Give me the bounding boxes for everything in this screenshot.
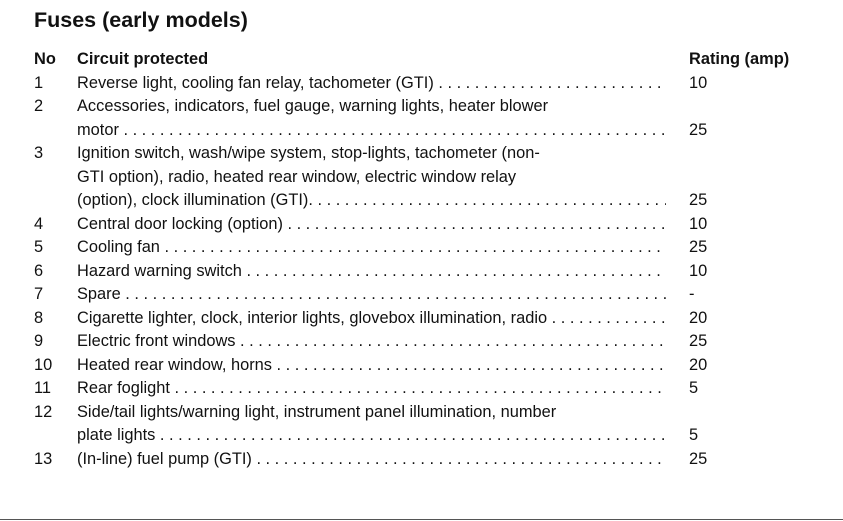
table-row [34, 72, 824, 96]
circuit-line: GTI option), radio, heated rear window, electric window relay [77, 167, 517, 186]
circuit-line: Electric front windows . . . [77, 330, 666, 354]
page-title: Fuses (early models) [34, 8, 248, 32]
table-row [34, 354, 824, 378]
fuse-number: 10 [34, 355, 53, 374]
circuit-line: Reverse light, cooling fan relay, tachometer (GTI) . . . [77, 72, 666, 96]
circuit-description [77, 330, 666, 354]
table-row [34, 142, 824, 213]
table-row [34, 283, 824, 307]
table-header-row [34, 48, 824, 72]
circuit-line: Side/tail lights/warning light, instrument panel illumination, number [77, 402, 557, 421]
header-no: No [34, 50, 56, 68]
header-circuit: Circuit protected [77, 50, 209, 68]
fuse-number: 5 [34, 238, 44, 256]
table-row [34, 448, 824, 472]
table-row [34, 377, 824, 401]
fuse-number: 3 [34, 144, 44, 162]
table-row [34, 236, 824, 260]
fuse-number: 12 [34, 402, 53, 421]
fuse-rating: 10 [689, 214, 708, 233]
table-row [34, 260, 824, 284]
circuit-line: Cigarette lighter, clock, interior lights, glovebox illumination, radio . . . [77, 307, 666, 331]
fuse-rating: 5 [689, 426, 699, 444]
fuse-number: 1 [34, 73, 44, 92]
fuse-number: 9 [34, 332, 44, 350]
fuse-rating: 25 [689, 449, 708, 468]
circuit-line: plate lights . . . [77, 424, 666, 448]
circuit-description [77, 213, 666, 237]
circuit-description [77, 142, 666, 213]
fuse-number: 8 [34, 308, 44, 327]
fuse-number: 13 [34, 449, 53, 468]
table-row [34, 213, 824, 237]
circuit-line: Central door locking (option) . . . [77, 213, 666, 237]
table-row [34, 401, 824, 448]
header-rating: Rating (amp) [689, 50, 790, 68]
circuit-description [77, 401, 666, 448]
circuit-line: (option), clock illumination (GTI). . . . [77, 189, 666, 213]
table-row [34, 330, 824, 354]
fuse-rating: 10 [689, 73, 708, 92]
fuse-number: 4 [34, 214, 44, 233]
bottom-rule [0, 519, 843, 520]
circuit-line: Heated rear window, horns . . . [77, 354, 666, 378]
circuit-description [77, 448, 666, 472]
circuit-description [77, 377, 666, 401]
circuit-line: Accessories, indicators, fuel gauge, warning lights, heater blower [77, 97, 549, 115]
table-row [34, 307, 824, 331]
circuit-description [77, 260, 666, 284]
fuse-rating: 20 [689, 355, 708, 374]
fuse-number: 6 [34, 261, 44, 280]
circuit-description [77, 307, 666, 331]
fuse-rating: 5 [689, 379, 699, 397]
circuit-description [77, 236, 666, 260]
circuit-line: Cooling fan . . . [77, 236, 666, 260]
fuse-number: 7 [34, 285, 44, 303]
circuit-description [77, 283, 666, 307]
fuse-rating: 25 [689, 332, 708, 350]
circuit-line: (In-line) fuel pump (GTI) . . . [77, 448, 666, 472]
circuit-line: motor . . . [77, 119, 666, 143]
fuse-number: 11 [34, 379, 52, 397]
circuit-description [77, 354, 666, 378]
fuse-rating: - [689, 285, 695, 303]
fuse-rating: 25 [689, 120, 708, 139]
fuse-rating: 25 [689, 191, 708, 209]
fuse-rows [34, 72, 824, 472]
circuit-description [77, 95, 666, 142]
fuse-rating: 20 [689, 308, 708, 327]
circuit-line: Hazard warning switch . . . [77, 260, 666, 284]
fuse-rating: 10 [689, 261, 708, 280]
circuit-description [77, 72, 666, 96]
table-row [34, 95, 824, 142]
fuse-table [34, 48, 824, 471]
circuit-line: Ignition switch, wash/wipe system, stop-lights, tachometer (non- [77, 144, 540, 162]
circuit-line: Rear foglight . . . [77, 377, 666, 401]
circuit-line: Spare . . . [77, 283, 666, 307]
fuse-number: 2 [34, 97, 44, 115]
fuse-rating: 25 [689, 238, 708, 256]
